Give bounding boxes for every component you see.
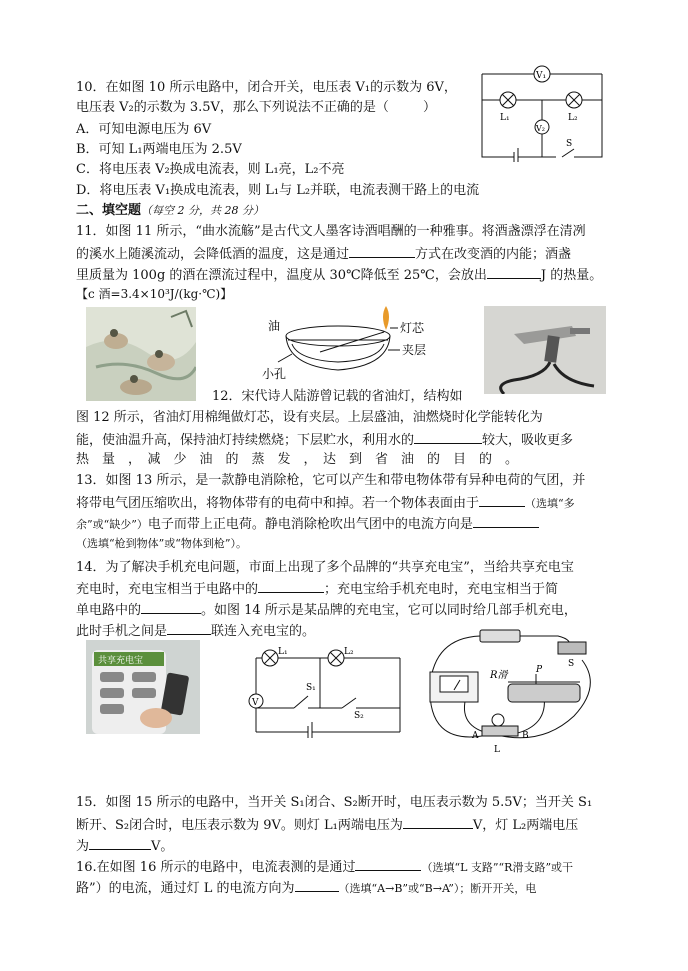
q14-line2: 充电时，充电宝相当于电路中的 ；充电宝给手机充电时，充电宝相当于简 xyxy=(76,578,558,599)
q11-blank-2[interactable] xyxy=(487,264,541,279)
q15-line1: 15．如图 15 所示的电路中，当开关 S₁闭合、S₂断开时，电压表示数为 5.5V；当开关 S₁ xyxy=(76,795,593,810)
svg-text:V₂: V₂ xyxy=(536,124,545,133)
q13-blank-2[interactable] xyxy=(473,513,539,528)
q16-blank-2[interactable] xyxy=(295,877,339,892)
svg-text:小孔: 小孔 xyxy=(262,367,287,381)
q11-line1: 11．如图 11 所示，“曲水流觞”是古代文人墨客诗酒唱酬的一种雅事。将酒盏漂浮在清冽 xyxy=(76,224,586,239)
q10-option-d: D．将电压表 V₁换成电流表，则 L₁与 L₂并联，电流表测干路上的电流 xyxy=(76,183,480,198)
q16-line1: 16.在如图 16 所示的电路中，电流表测的是通过 （选填“L 支路”“R滑支路”或干 xyxy=(76,856,573,877)
q14-line1: 14．为了解决手机充电问题，市面上出现了多个品牌的“共享充电宝”，当给共享充电宝 xyxy=(76,560,574,575)
q14-line4: 此时手机之间是 联连入充电宝的。 xyxy=(76,620,315,641)
q15-blank-1[interactable] xyxy=(403,814,473,829)
q13-line4: （选填“枪到物体”或“物体到枪”）。 xyxy=(76,537,247,550)
svg-text:共享充电宝: 共享充电宝 xyxy=(98,656,144,666)
q11-line4: 【c 酒=3.4×10³J/(kg·℃)】 xyxy=(76,287,233,301)
section-2-heading: 二、填空题（每空 2 分，共 28 分） xyxy=(76,203,264,218)
svg-text:油: 油 xyxy=(268,319,281,333)
svg-text:S: S xyxy=(568,659,575,669)
svg-text:L: L xyxy=(494,745,500,755)
svg-text:L₁: L₁ xyxy=(500,113,510,123)
svg-text:V: V xyxy=(252,698,259,708)
q10-stem: 电压表 V₂的示数为 3.5V，那么下列说法不正确的是（ xyxy=(76,100,389,115)
figure-13-static-gun-photo xyxy=(484,306,606,394)
q14-blank-2[interactable] xyxy=(141,599,201,614)
svg-text:S₂: S₂ xyxy=(354,711,364,721)
q13-line2: 将带电气团压缩吹出，将物体带有的电荷中和掉。若一个物体表面由于 （选填“多 xyxy=(76,492,575,513)
q14-blank-3[interactable] xyxy=(167,620,211,635)
q11-line2: 的溪水上随溪流动，会降低酒的温度，这是通过 方式在改变酒的内能；酒盏 xyxy=(76,243,571,264)
q13-line1: 13．如图 13 所示，是一款静电消除枪，它可以产生和带电物体带有异种电荷的气团，并 xyxy=(76,473,586,488)
q12-blank-1[interactable] xyxy=(414,429,482,444)
q10-line1: 10．在如图 10 所示电路中，闭合开关，电压表 V₁的示数为 6V， xyxy=(76,80,457,95)
figure-12-oil-lamp xyxy=(258,306,438,386)
svg-text:S: S xyxy=(566,139,573,149)
svg-text:A: A xyxy=(472,731,479,741)
q12-line4: 热 量 ， 减 少 油 的 蒸 发 ， 达 到 省 油 的 目 的 。 xyxy=(76,452,519,467)
q16-line2: 路”）的电流，通过灯 L 的电流方向为 （选填“A→B”或“B→A”）；断开开关，电 xyxy=(76,877,536,898)
svg-text:V₁: V₁ xyxy=(536,71,547,81)
svg-text:L₂: L₂ xyxy=(344,647,354,657)
q10-option-b: B．可知 L₁两端电压为 2.5V xyxy=(76,142,242,157)
q12-line2: 图 12 所示，省油灯用棉绳做灯芯，设有夹层。上层盛油，油燃烧时化学能转化为 xyxy=(76,410,543,425)
svg-text:夹层: 夹层 xyxy=(402,343,427,357)
q11-line3: 里质量为 100g 的酒在漂流过程中，温度从 30℃降低至 25℃，会放出 J 的热量。 xyxy=(76,264,602,285)
q15-line3: 为 V。 xyxy=(76,835,173,856)
q14-blank-1[interactable] xyxy=(258,578,324,593)
q10-option-a: A．可知电源电压为 6V xyxy=(76,122,212,137)
figure-14-power-bank-photo xyxy=(86,640,200,734)
svg-text:B: B xyxy=(522,731,529,741)
figure-10-circuit xyxy=(474,62,610,162)
q11-blank-1[interactable] xyxy=(349,243,415,258)
figure-15-circuit xyxy=(246,642,414,738)
q15-blank-2[interactable] xyxy=(89,835,151,850)
q10-option-c: C．将电压表 V₂换成电流表，则 L₁亮，L₂不亮 xyxy=(76,162,345,177)
svg-text:P: P xyxy=(536,665,543,675)
svg-text:L₁: L₁ xyxy=(278,647,288,657)
figure-11-painting xyxy=(86,307,196,401)
q12-line3: 能，使油温升高，保持油灯持续燃烧；下层贮水，利用水的 较大，吸收更多 xyxy=(76,429,573,450)
q12-line1: 12．宋代诗人陆游曾记载的省油灯，结构如 xyxy=(212,389,463,404)
q13-line3: 余”或“缺少”）电子而带上正电荷。静电消除枪吹出气团中的电流方向是 xyxy=(76,513,539,534)
flame-icon xyxy=(383,306,389,330)
svg-text:灯芯: 灯芯 xyxy=(400,321,425,335)
svg-text:L₂: L₂ xyxy=(568,113,578,123)
figure-16-circuit xyxy=(424,626,610,760)
q10-line2: 电压表 V₂的示数为 3.5V，那么下列说法不正确的是（ ） xyxy=(76,100,436,115)
q13-blank-1[interactable] xyxy=(479,492,525,507)
q15-line2: 断开、S₂闭合时，电压表示数为 9V。则灯 L₁两端电压为 V，灯 L₂两端电压 xyxy=(76,814,578,835)
q14-line3: 单电路中的 。如图 14 所示是某品牌的充电宝，它可以同时给几部手机充电， xyxy=(76,599,577,620)
svg-text:S₁: S₁ xyxy=(306,683,316,693)
svg-text:R滑: R滑 xyxy=(490,670,508,681)
q16-blank-1[interactable] xyxy=(355,856,421,871)
